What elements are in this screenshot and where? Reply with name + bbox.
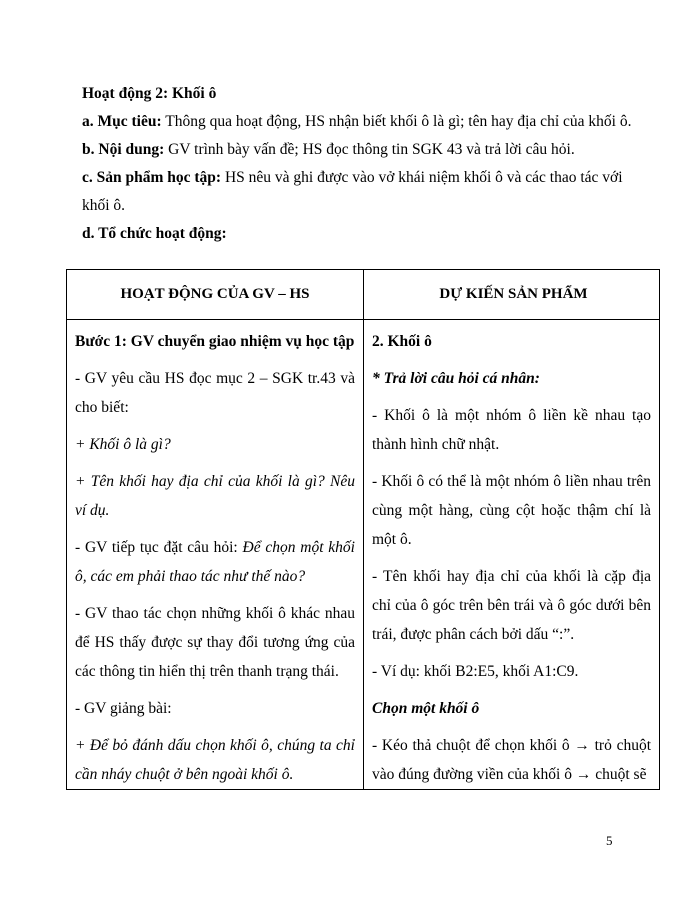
instruction-2: - GV tiếp tục đặt câu hỏi: Để chọn một khối ô, các em phải thao tác như thế nào? [75,539,355,585]
section-title: 2. Khối ô [372,333,432,350]
question-2: + Tên khối hay địa chỉ của khối là gì? Nêu ví dụ. [75,473,355,519]
product-label: c. Sản phẩm học tập: [82,169,222,186]
goal-line [82,108,642,136]
table-body-row [67,320,659,789]
activity-heading: Hoạt động 2: Khối ô [82,85,217,102]
expected-product-column [364,320,659,789]
instruction-3: - GV thao tác chọn những khối ô khác nhau để HS thấy được sự thay đổi tương ứng của các thông tin hiển thị trên thanh trạng thái. [75,605,355,680]
page-number: 5 [606,833,613,848]
product-text: HS nêu và ghi được vào vở khái niệm khối ô và các thao tác với khối ô. [82,169,623,214]
step-title: Bước 1: GV chuyển giao nhiệm vụ học tập [75,333,355,350]
org-line [82,220,642,248]
select-block-title: Chọn một khối ô [372,700,480,717]
instruction-4: - GV giảng bài: [75,700,172,717]
content-label: b. Nội dung: [82,141,165,158]
answer-1: - Khối ô là một nhóm ô liền kề nhau tạo thành hình chữ nhật. [372,407,651,453]
answer-2: - Khối ô có thể là một nhóm ô liền nhau trên cùng một hàng, cùng cột hoặc thậm chí là một ô. [372,473,651,548]
content-text: GV trình bày vấn đề; HS đọc thông tin SGK 43 và trả lời câu hỏi. [164,141,575,158]
table-header-row [67,270,659,320]
instruction-5: + Để bỏ đánh dấu chọn khối ô, chúng ta chỉ cần nháy chuột ở bên ngoài khối ô. [75,737,355,783]
col1-header: HOẠT ĐỘNG CỦA GV – HS [67,270,364,319]
content-line [82,136,642,164]
goal-text: Thông qua hoạt động, HS nhận biết khối ô là gì; tên hay địa chỉ của khối ô. [161,113,632,130]
col2-header: DỰ KIẾN SẢN PHẨM [439,286,588,302]
question-1: + Khối ô là gì? [75,436,171,453]
answer-4: - Ví dụ: khối B2:E5, khối A1:C9. [372,663,579,680]
org-label: d. Tổ chức hoạt động: [82,225,227,242]
instruction-1: - GV yêu cầu HS đọc mục 2 – SGK tr.43 và cho biết: [75,370,355,416]
answer-title: * Trả lời câu hỏi cá nhân: [372,370,540,387]
answer-5: - Kéo thả chuột để chọn khối ô → trỏ chuột vào đúng đường viền của khối ô → chuột sẽ [372,737,651,783]
teacher-student-column [67,320,364,789]
activity-table [66,269,660,790]
answer-3: - Tên khối hay địa chỉ của khối là cặp địa chỉ của ô góc trên bên trái và ô góc dưới bên trái, được phân cách bởi dấu “:”. [372,568,651,643]
product-line [82,164,642,220]
activity-intro [82,80,642,248]
goal-label: a. Mục tiêu: [82,113,162,130]
